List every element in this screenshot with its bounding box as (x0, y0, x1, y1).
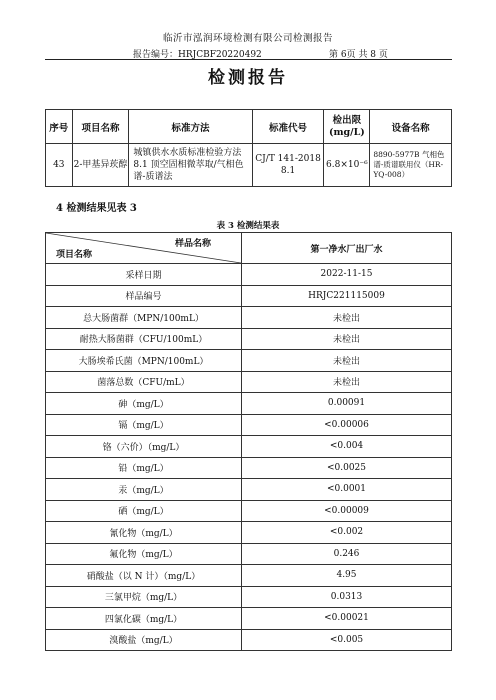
report-number: 报告编号：HRJCBF20220492 (133, 50, 262, 60)
table-row (46, 500, 452, 522)
result-item-name: 溴酸盐（mg/L） (46, 629, 242, 651)
method-table-header (46, 110, 452, 144)
result-value: 未检出 (242, 307, 452, 329)
result-item-name: 耐热大肠菌群（CFU/100mL） (46, 328, 242, 350)
table-row (46, 350, 452, 372)
corner-sample-label: 样品名称 (174, 239, 211, 249)
table-row (46, 479, 452, 501)
result-item-name: 砷（mg/L） (46, 393, 242, 415)
table-row (46, 328, 452, 350)
lab-name: 临沂市泓润环境检测有限公司检测报告 (162, 33, 333, 44)
result-item-name: 汞（mg/L） (46, 479, 242, 501)
result-item-name: 采样日期 (46, 264, 242, 286)
table-row (46, 285, 452, 307)
table-row (46, 414, 452, 436)
sample-column-header: 第一净水厂出厂水 (242, 233, 452, 264)
result-item-name: 氟化物（mg/L） (46, 543, 242, 565)
result-value: <0.005 (242, 629, 452, 651)
results-table-header (46, 233, 452, 264)
table-caption: 表 3 检测结果表 (216, 221, 280, 231)
result-item-name: 硒（mg/L） (46, 500, 242, 522)
table-row (46, 307, 452, 329)
result-item-name: 硝酸盐（以 N 计）（mg/L） (46, 565, 242, 587)
result-item-name: 样品编号 (46, 285, 242, 307)
table-row (46, 543, 452, 565)
result-item-name: 铬（六价）（mg/L） (46, 436, 242, 458)
result-value: <0.004 (242, 436, 452, 458)
table-row (46, 608, 452, 630)
document-title: 检测报告 (208, 68, 288, 88)
row-limit: 6.8×10⁻⁶ (324, 144, 370, 187)
table-row (46, 522, 452, 544)
result-value: <0.00021 (242, 608, 452, 630)
results-body (46, 264, 452, 651)
table-row (46, 629, 452, 651)
result-value: <0.0001 (242, 479, 452, 501)
result-item-name: 镉（mg/L） (46, 414, 242, 436)
header-rule (45, 59, 452, 60)
col-method: 标准方法 (129, 110, 252, 144)
result-value: 0.246 (242, 543, 452, 565)
result-value: 0.0313 (242, 586, 452, 608)
col-limit: 检出限 (mg/L) (324, 110, 370, 144)
row-device: 8890-5977B 气相色谱-质谱联用仪（HR-YQ-008） (370, 144, 452, 187)
result-value: 0.00091 (242, 393, 452, 415)
table-row (46, 393, 452, 415)
result-item-name: 氰化物（mg/L） (46, 522, 242, 544)
result-value: 2022-11-15 (242, 264, 452, 286)
corner-item-label: 项目名称 (56, 250, 93, 260)
table-row (46, 586, 452, 608)
table-row (46, 371, 452, 393)
col-item: 项目名称 (72, 110, 129, 144)
result-value: <0.002 (242, 522, 452, 544)
row-method: 城镇供水水质标准检验方法 8.1 顶空固相微萃取/气相色谱-质谱法 (129, 144, 252, 187)
result-item-name: 三氯甲烷（mg/L） (46, 586, 242, 608)
result-item-name: 总大肠菌群（MPN/100mL） (46, 307, 242, 329)
results-table (45, 232, 452, 651)
result-item-name: 铅（mg/L） (46, 457, 242, 479)
table-row (46, 436, 452, 458)
result-value: HRJC221115009 (242, 285, 452, 307)
page-number: 第 6页 共 8 页 (329, 50, 388, 60)
result-value: <0.00009 (242, 500, 452, 522)
result-value: 未检出 (242, 350, 452, 372)
row-no: 43 (46, 144, 73, 187)
result-value: 未检出 (242, 371, 452, 393)
col-code: 标准代号 (252, 110, 324, 144)
table-row (46, 264, 452, 286)
section-heading: 4 检测结果见表 3 (56, 203, 137, 214)
result-item-name: 大肠埃希氏菌（MPN/100mL） (46, 350, 242, 372)
method-table-row (46, 144, 452, 187)
result-value: <0.0025 (242, 457, 452, 479)
result-item-name: 菌落总数（CFU/mL） (46, 371, 242, 393)
result-value: 4.95 (242, 565, 452, 587)
row-code: CJ/T 141-2018 8.1 (252, 144, 324, 187)
result-value: 未检出 (242, 328, 452, 350)
result-value: <0.00006 (242, 414, 452, 436)
col-no: 序号 (46, 110, 73, 144)
corner-cell (46, 233, 242, 264)
row-item: 2-甲基异莰醇 (72, 144, 129, 187)
table-row (46, 457, 452, 479)
method-table (45, 109, 452, 187)
table-row (46, 565, 452, 587)
col-device: 设备名称 (370, 110, 452, 144)
result-item-name: 四氯化碳（mg/L） (46, 608, 242, 630)
